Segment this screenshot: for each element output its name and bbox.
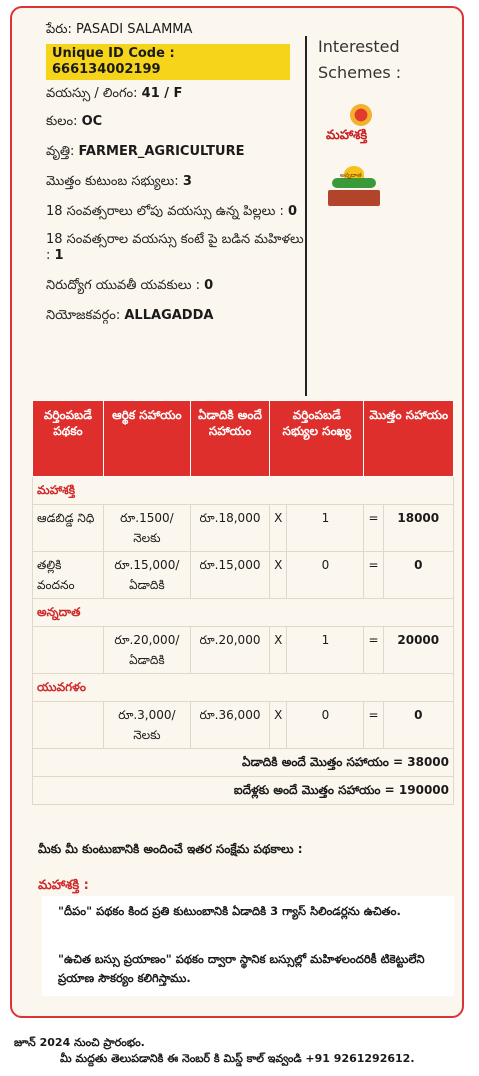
table-row [33,702,454,749]
unemployed-row [46,278,308,294]
multiply-sign: X [270,505,287,552]
section-row [33,477,454,505]
name-row [46,22,308,40]
unemployed-value: 0 [204,278,214,293]
benefit-deepam: "దీపం" పథకం కింద ప్రతి కుటుంబానికి ఏడాదికి 3 గ్యాస్ సిలిండర్లను ఉచితం. [58,904,401,918]
scheme-members: 1 [287,505,364,552]
header-members: వర్తింపబడే సభ్యుల సంఖ్య [270,401,364,477]
scheme-members: 1 [287,627,364,674]
mahashakti-logo-text: మహాశక్తి [326,128,368,143]
table-row [33,552,454,599]
caste-label: కులం: [46,114,78,129]
scheme-members: 0 [287,702,364,749]
women-value: 1 [54,248,64,263]
women-row [46,232,308,264]
header-total: మొత్తం సహాయం [364,401,454,477]
benefits-table [32,400,454,805]
scheme-name [33,702,104,749]
other-schemes-title: మీకు మీ కుంటుబానికి అందించే ఇతర సంక్షేమ పథకాలు : [38,842,303,856]
annadata-logo-icon [326,164,386,212]
scheme-total: 20000 [383,627,453,674]
header-scheme: వర్తింపబడే పథకం [33,401,104,477]
children-value: 0 [288,204,298,219]
benefit-free-bus: "ఉచిత బస్సు ప్రయాణం" పథకం ద్వారా స్థానిక బస్సుల్లో మహిళలందరికీ టికెట్టులేని ప్రయాణ సౌకర్యం కలిగిస్తాము. [58,952,425,985]
yearly-total-row [33,749,454,777]
mahashakti-logo-icon [326,104,398,160]
scheme-yearly: రూ.15,000 [190,552,269,599]
table-row [33,505,454,552]
scheme-aid: రూ.1500/ నెలకు [103,505,190,552]
scheme-total: 0 [383,702,453,749]
occupation-row [46,144,308,160]
scheme-name [33,627,104,674]
unique-id-badge [46,44,290,80]
start-date-note: జూన్ 2024 నుంచి ప్రారంభం. [14,1036,145,1049]
occupation-value: FARMER_AGRICULTURE [78,144,245,159]
equals-sign: = [364,702,383,749]
family-value: 3 [182,174,192,189]
five-year-total-row [33,777,454,805]
age-gender-row [46,86,308,102]
children-row [46,204,308,220]
profile-details [46,22,308,336]
section-title-mahashakti: మహాశక్తి [33,477,454,505]
field-icon [328,190,380,206]
section-row [33,674,454,702]
scheme-name: తల్లికి వందనం [33,552,104,599]
yearly-total: ఏడాదికి అందే మొత్తం సహాయం = 38000 [33,749,454,777]
schemes-title-line1: Interested [318,37,400,56]
profile-section [12,8,462,400]
family-row [46,174,308,190]
unemployed-label: నిరుద్యోగ యువతీ యవకులు : [46,278,200,293]
name-label: పేరు: [46,22,72,37]
age-gender-label: వయస్సు / లింగం: [46,86,138,101]
header-yearly: ఏడాదికి అందే సహాయం [190,401,269,477]
benefits-box [42,896,454,996]
scheme-total: 18000 [383,505,453,552]
name-value: PASADI SALAMMA [75,22,193,37]
five-year-total: ఐదేళ్లకు అందే మొత్తం సహాయం = 190000 [33,777,454,805]
caste-value: OC [81,114,103,129]
caste-row [46,114,308,130]
scheme-yearly: రూ.36,000 [190,702,269,749]
constituency-value: ALLAGADDA [124,308,214,323]
uid-label: Unique ID Code : [52,46,175,61]
equals-sign: = [364,627,383,674]
section-title-annadata: అన్నదాత [33,599,454,627]
scheme-aid: రూ.15,000/ ఏడాదికి [103,552,190,599]
scheme-name: ఆడబిడ్డ నిధి [33,505,104,552]
multiply-sign: X [270,702,287,749]
equals-sign: = [364,552,383,599]
table-row [33,627,454,674]
children-label: 18 సంవత్సరాలు లోపు వయస్సు ఉన్న పిల్లలు : [46,204,284,219]
header-aid: ఆర్థిక సహాయం [103,401,190,477]
scheme-aid: రూ.3,000/ నెలకు [103,702,190,749]
women-label: 18 సంవత్సరాల వయస్సు కంటే పై బడిన మహిళలు : [46,232,304,263]
vertical-divider [305,36,307,396]
annadata-logo-text: అన్నదాత [340,172,362,179]
multiply-sign: X [270,627,287,674]
occupation-label: వృత్తి: [46,144,75,159]
constituency-row [46,308,308,324]
multiply-sign: X [270,552,287,599]
scheme-total: 0 [383,552,453,599]
family-label: మొత్తం కుటుంబ సభ్యులు: [46,174,179,189]
mahashakti-emblem-icon [350,104,372,126]
constituency-label: నియోజకవర్గం: [46,308,121,323]
equals-sign: = [364,505,383,552]
scheme-members: 0 [287,552,364,599]
scheme-aid: రూ.20,000/ ఏడాదికి [103,627,190,674]
mahashakti-heading: మహాశక్తి : [38,878,89,893]
uid-value: 666134002199 [52,62,161,77]
missed-call-note: మీ మద్దతు తెలుపడానికి ఈ నెంబర్ కి మిస్డ్ కాల్ ఇవ్వండి +91 9261292612. [60,1052,415,1065]
interested-schemes [318,34,458,212]
age-gender-value: 41 / F [141,86,183,101]
scheme-yearly: రూ.20,000 [190,627,269,674]
section-title-yuvagalam: యువగళం [33,674,454,702]
schemes-title-line2: Schemes : [318,63,402,82]
table-header-row [33,401,454,477]
section-row [33,599,454,627]
scheme-yearly: రూ.18,000 [190,505,269,552]
info-card [10,6,464,1018]
